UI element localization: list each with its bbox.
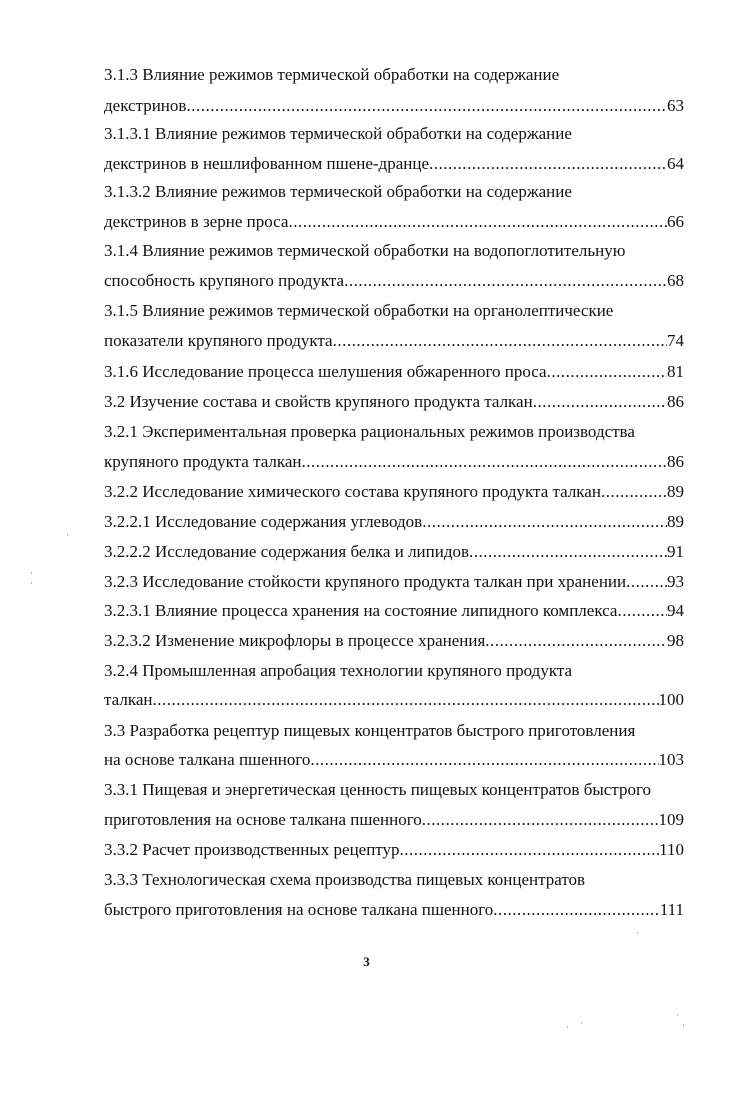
dot-leader [547, 361, 667, 383]
toc-page: 103 [658, 750, 684, 769]
dot-leader [288, 211, 667, 233]
dot-leader [310, 749, 658, 771]
toc-page: 110 [659, 840, 684, 859]
toc-page: 86 [667, 452, 684, 471]
toc-line [104, 123, 684, 145]
scan-speck: · [30, 578, 33, 588]
toc-line [104, 270, 684, 292]
toc-line [104, 571, 684, 593]
toc-title: 3.2.2.1 Исследование содержания углеводов [104, 512, 423, 531]
toc-title: 3.1.6 Исследование процесса шелушения обжаренного проса [104, 362, 547, 381]
toc-page: 98 [667, 631, 684, 650]
toc-line [104, 511, 684, 533]
toc-page: 81 [667, 362, 684, 381]
scan-speck: · [580, 1018, 583, 1028]
toc-title: 3.2.2 Исследование химического состава крупяного продукта талкан [104, 482, 601, 501]
toc-title: 3.1.3.2 Влияние режимов термической обработки на содержание [104, 182, 572, 201]
toc-title: 3.1.3 Влияние режимов термической обработки на содержание [104, 65, 560, 84]
toc-page: 63 [667, 96, 684, 115]
toc-page: 86 [667, 392, 684, 411]
toc-line [104, 630, 684, 652]
scan-speck: · [676, 1010, 679, 1020]
toc-title: быстрого приготовления на основе талкана пшенного [104, 900, 494, 919]
toc-line [104, 361, 684, 383]
toc-line [104, 240, 684, 262]
dot-leader [617, 600, 667, 622]
toc-title: 3.2.4 Промышленная апробация технологии крупяного продукта [104, 661, 573, 680]
toc-title: 3.1.3.1 Влияние режимов термической обработки на содержание [104, 124, 572, 143]
toc-page: 89 [667, 512, 684, 531]
toc-line [104, 95, 684, 117]
toc-line [104, 451, 684, 473]
toc-line [104, 779, 684, 801]
toc-title: декстринов в зерне проса [104, 212, 289, 231]
scan-speck: · [66, 530, 69, 540]
toc-page: 109 [658, 810, 684, 829]
dot-leader [186, 95, 667, 117]
toc-line [104, 839, 684, 861]
dot-leader [626, 571, 667, 593]
toc-title: 3.1.5 Влияние режимов термической обработки на органолептические [104, 301, 614, 320]
toc-line [104, 391, 684, 413]
dot-leader [302, 451, 667, 473]
toc-page: 91 [667, 542, 684, 561]
toc-title: 3.2.3.1 Влияние процесса хранения на состояние липидного комплекса [104, 601, 618, 620]
dot-leader [333, 330, 667, 352]
toc-line [104, 600, 684, 622]
toc-title: 3.1.4 Влияние режимов термической обработки на водопоглотительную [104, 241, 626, 260]
toc-line [104, 330, 684, 352]
toc-title: 3.2 Изучение состава и свойств крупяного продукта талкан [104, 392, 533, 411]
dot-leader [422, 809, 659, 831]
dot-leader [601, 481, 667, 503]
toc-title: декстринов в нешлифованном пшене-дранце [104, 154, 429, 173]
toc-title: крупяного продукта талкан [104, 452, 302, 471]
dot-leader [422, 511, 667, 533]
toc-page: 100 [658, 690, 684, 709]
toc-title: показатели крупяного продукта [104, 331, 333, 350]
scan-speck: · [30, 568, 33, 578]
toc-title: 3.2.1 Экспериментальная проверка рациональных режимов производства [104, 422, 635, 441]
toc-line [104, 153, 684, 175]
toc-title: способность крупяного продукта [104, 271, 345, 290]
dot-leader [429, 153, 667, 175]
dot-leader [152, 689, 658, 711]
toc-line [104, 181, 684, 203]
dot-leader [485, 630, 667, 652]
toc-line [104, 899, 684, 921]
toc-line [104, 660, 684, 682]
toc-page: 68 [667, 271, 684, 290]
toc-line [104, 541, 684, 563]
dot-leader [344, 270, 667, 292]
toc-line [104, 869, 684, 891]
dot-leader [533, 391, 667, 413]
toc-line [104, 421, 684, 443]
toc-title: талкан [104, 690, 153, 709]
toc-page: 74 [667, 331, 684, 350]
toc-title: 3.2.3.2 Изменение микрофлоры в процессе хранения [104, 631, 486, 650]
toc-line [104, 720, 684, 742]
toc-line [104, 809, 684, 831]
toc-page: 66 [667, 212, 684, 231]
toc-line [104, 689, 684, 711]
toc-title: 3.3.3 Технологическая схема производства пищевых концентратов [104, 870, 586, 889]
toc-page: 89 [667, 482, 684, 501]
toc-title: приготовления на основе талкана пшенного [104, 810, 422, 829]
toc-title: 3.3.2 Расчет производственных рецептур [104, 840, 400, 859]
toc-page: 111 [659, 900, 684, 919]
toc-title: 3.2.3 Исследование стойкости крупяного продукта талкан при хранении [104, 572, 627, 591]
toc-line [104, 64, 684, 86]
toc-line [104, 749, 684, 771]
toc-title: на основе талкана пшенного [104, 750, 311, 769]
toc-title: декстринов [104, 96, 187, 115]
dot-leader [469, 541, 667, 563]
scan-speck: · [636, 928, 639, 938]
toc-title: 3.3 Разработка рецептур пищевых концентратов быстрого приготовления [104, 721, 636, 740]
toc-title: 3.3.1 Пищевая и энергетическая ценность пищевых концентратов быстрого [104, 780, 651, 799]
toc-title: 3.2.2.2 Исследование содержания белка и липидов [104, 542, 470, 561]
toc-page: 64 [667, 154, 684, 173]
toc-line [104, 300, 684, 322]
scan-speck: · [566, 1022, 569, 1032]
toc-line [104, 211, 684, 233]
dot-leader [400, 839, 660, 861]
page-number: 3 [363, 954, 370, 969]
toc-page: 93 [667, 572, 684, 591]
scan-speck: · [682, 1020, 685, 1030]
dot-leader [493, 899, 659, 921]
toc-page: 94 [667, 601, 684, 620]
toc-line [104, 481, 684, 503]
